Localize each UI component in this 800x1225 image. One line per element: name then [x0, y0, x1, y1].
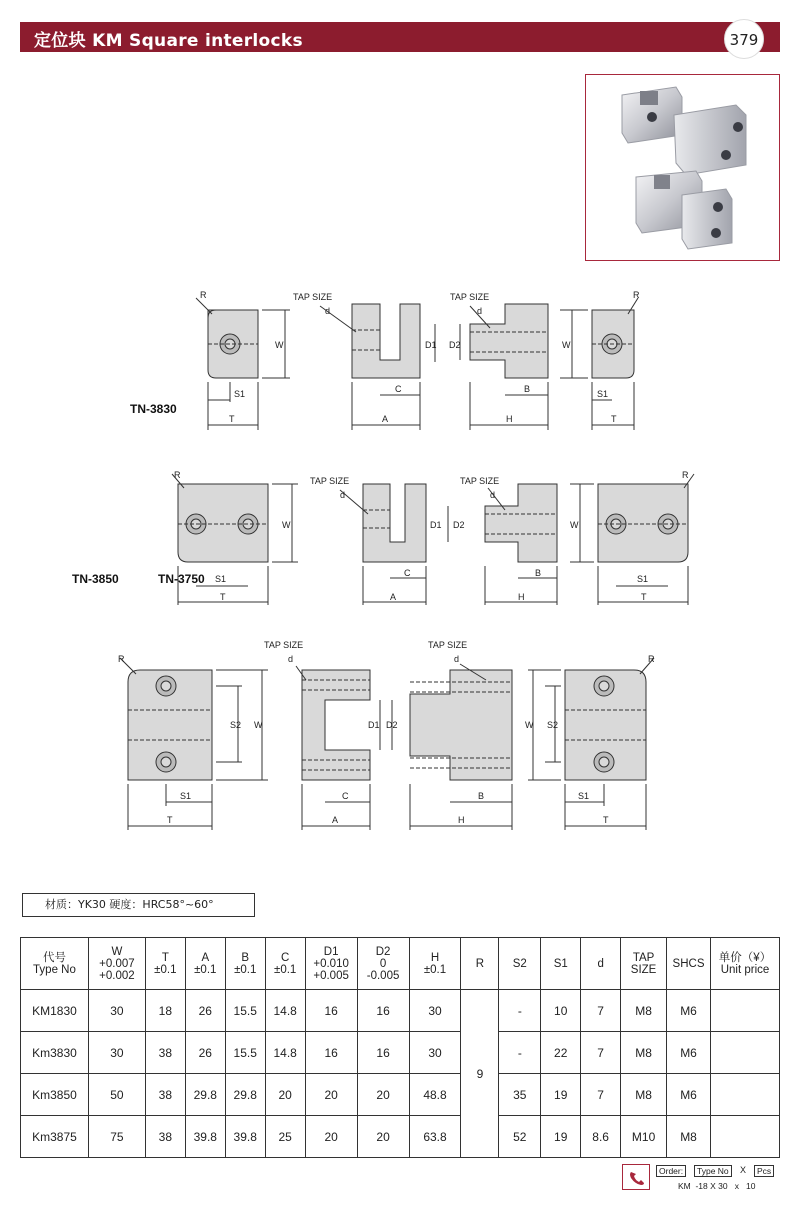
page-header: [20, 22, 780, 52]
table-row: [21, 1074, 780, 1116]
dim-d2: D2: [449, 340, 461, 350]
row3-right-view: [528, 658, 654, 830]
dim-t: T: [603, 815, 609, 825]
cell-s1: 22: [541, 1032, 581, 1074]
page-number-badge: 379: [724, 19, 764, 59]
product-photo: [585, 74, 780, 261]
phone-icon: [622, 1164, 650, 1190]
col-shcs: SHCS: [667, 938, 711, 990]
model-label-tn3850: TN-3850: [72, 572, 119, 586]
cell-d1: 20: [305, 1116, 357, 1158]
cell-shcs: M6: [667, 990, 711, 1032]
dim-d2: D2: [386, 720, 398, 730]
cell-a: 26: [185, 1032, 225, 1074]
order-type-no-label: Type No: [694, 1165, 732, 1177]
dim-d: d: [477, 306, 483, 316]
dim-s1: S1: [180, 791, 192, 801]
cell-d1: 16: [305, 1032, 357, 1074]
tap-size-label: TAP SIZE: [450, 292, 490, 302]
dim-c: C: [342, 791, 349, 801]
table-header-row: [21, 938, 780, 990]
cell-w: 30: [88, 990, 145, 1032]
row1-right-view: [560, 298, 638, 430]
cell-c: 14.8: [265, 990, 305, 1032]
cell-type: Km3830: [21, 1032, 89, 1074]
cell-s1: 19: [541, 1074, 581, 1116]
col-unit-price: 单价（¥） Unit price: [711, 938, 780, 990]
cell-type: Km3875: [21, 1116, 89, 1158]
cell-w: 50: [88, 1074, 145, 1116]
cell-price: [711, 1074, 780, 1116]
cell-b: 15.5: [225, 1032, 265, 1074]
dim-d: d: [325, 306, 331, 316]
dim-h: H: [506, 414, 513, 424]
dim-b: B: [478, 791, 485, 801]
col-d1: D1 +0.010 +0.005: [305, 938, 357, 990]
product-photo-image: [586, 75, 781, 262]
order-pcs-label: Pcs: [754, 1165, 774, 1177]
dim-t: T: [611, 414, 617, 424]
cell-shcs: M6: [667, 1074, 711, 1116]
dim-w: W: [282, 520, 291, 530]
cell-d2: 16: [357, 1032, 409, 1074]
dim-s1: S1: [215, 574, 227, 584]
cell-t: 38: [145, 1074, 185, 1116]
cell-shcs: M6: [667, 1032, 711, 1074]
dim-w: W: [254, 720, 263, 730]
tap-size-label: TAP SIZE: [310, 476, 350, 486]
col-w: W +0.007 +0.002: [88, 938, 145, 990]
dim-t: T: [229, 414, 235, 424]
cell-tap: M10: [621, 1116, 667, 1158]
material-note: 材质：YK30 硬度：HRC58°~60°: [22, 893, 255, 917]
dim-r: R: [200, 290, 207, 300]
dim-r: R: [174, 470, 181, 480]
col-h: H ±0.1: [409, 938, 461, 990]
model-label-tn3830: TN-3830: [130, 402, 177, 416]
col-s1: S1: [541, 938, 581, 990]
row3-left-view: [120, 658, 268, 830]
cell-d2: 20: [357, 1074, 409, 1116]
cell-d1: 20: [305, 1074, 357, 1116]
row2-front-view: [340, 484, 448, 605]
cell-shcs: M8: [667, 1116, 711, 1158]
cell-d2: 20: [357, 1116, 409, 1158]
row3-front-view: [296, 666, 380, 830]
cell-type: KM1830: [21, 990, 89, 1032]
dim-d2: D2: [453, 520, 465, 530]
col-a: A ±0.1: [185, 938, 225, 990]
dim-w: W: [275, 340, 284, 350]
dim-d: d: [454, 654, 460, 664]
dim-a: A: [332, 815, 339, 825]
cell-d: 8.6: [581, 1116, 621, 1158]
dim-h: H: [458, 815, 465, 825]
cell-s2: -: [499, 1032, 541, 1074]
tap-size-label: TAP SIZE: [293, 292, 333, 302]
dim-d: d: [288, 654, 294, 664]
order-x: X: [740, 1165, 747, 1175]
table-row: [21, 1116, 780, 1158]
cell-d: 7: [581, 990, 621, 1032]
page-title: 定位块 KM Square interlocks: [34, 31, 303, 51]
dim-r: R: [682, 470, 689, 480]
dim-t: T: [167, 815, 173, 825]
row1-front-view: [320, 304, 435, 430]
cell-s2: -: [499, 990, 541, 1032]
cell-s1: 10: [541, 990, 581, 1032]
dim-t: T: [641, 592, 647, 602]
drawing-canvas: [0, 270, 800, 845]
row1-left-view: [196, 298, 290, 430]
col-type-no: 代号 Type No: [21, 938, 89, 990]
dim-r: R: [118, 654, 125, 664]
model-label-tn3750: TN-3750: [158, 572, 205, 586]
cell-t: 38: [145, 1116, 185, 1158]
dim-s2: S2: [230, 720, 242, 730]
dim-d1: D1: [425, 340, 437, 350]
row3-side-view: [392, 664, 512, 830]
cell-s2: 52: [499, 1116, 541, 1158]
dim-w: W: [562, 340, 571, 350]
col-s2: S2: [499, 938, 541, 990]
cell-tap: M8: [621, 1074, 667, 1116]
tap-size-label: TAP SIZE: [428, 640, 468, 650]
table-row: [21, 1032, 780, 1074]
dim-d: d: [340, 490, 346, 500]
cell-d1: 16: [305, 990, 357, 1032]
cell-b: 29.8: [225, 1074, 265, 1116]
cell-w: 75: [88, 1116, 145, 1158]
cell-s1: 19: [541, 1116, 581, 1158]
dim-r: R: [648, 654, 655, 664]
dim-d: d: [490, 490, 496, 500]
cell-b: 39.8: [225, 1116, 265, 1158]
cell-price: [711, 1116, 780, 1158]
dim-c: C: [404, 568, 411, 578]
cell-h: 30: [409, 990, 461, 1032]
cell-c: 25: [265, 1116, 305, 1158]
cell-c: 14.8: [265, 1032, 305, 1074]
cell-t: 18: [145, 990, 185, 1032]
cell-a: 29.8: [185, 1074, 225, 1116]
dim-c: C: [395, 384, 402, 394]
row2-right-view: [570, 474, 694, 605]
col-d: d: [581, 938, 621, 990]
cell-tap: M8: [621, 1032, 667, 1074]
tap-size-label: TAP SIZE: [460, 476, 500, 486]
dim-h: H: [518, 592, 525, 602]
dim-s1: S1: [597, 389, 609, 399]
dim-w: W: [525, 720, 534, 730]
cell-h: 63.8: [409, 1116, 461, 1158]
cell-h: 48.8: [409, 1074, 461, 1116]
dim-s2: S2: [547, 720, 559, 730]
cell-type: Km3850: [21, 1074, 89, 1116]
order-example-text: KM -18 X 30 x 10: [678, 1181, 756, 1191]
cell-t: 38: [145, 1032, 185, 1074]
cell-b: 15.5: [225, 990, 265, 1032]
col-b: B ±0.1: [225, 938, 265, 990]
cell-d: 7: [581, 1032, 621, 1074]
technical-drawings: [0, 270, 800, 849]
dim-a: A: [382, 414, 389, 424]
col-c: C ±0.1: [265, 938, 305, 990]
table-row: [21, 990, 780, 1032]
cell-a: 26: [185, 990, 225, 1032]
dim-s1: S1: [637, 574, 649, 584]
row2-side-view: [485, 484, 557, 605]
dim-s1: S1: [578, 791, 590, 801]
cell-r-merged: 9: [461, 990, 499, 1158]
row1-side-view: [460, 304, 548, 430]
cell-tap: M8: [621, 990, 667, 1032]
spec-table: [20, 937, 780, 1158]
cell-h: 30: [409, 1032, 461, 1074]
cell-price: [711, 1032, 780, 1074]
cell-price: [711, 990, 780, 1032]
cell-s2: 35: [499, 1074, 541, 1116]
dim-a: A: [390, 592, 397, 602]
dim-d1: D1: [430, 520, 442, 530]
cell-w: 30: [88, 1032, 145, 1074]
col-r: R: [461, 938, 499, 990]
dim-b: B: [524, 384, 531, 394]
tap-size-label: TAP SIZE: [264, 640, 304, 650]
order-label: Order:: [656, 1165, 686, 1177]
cell-d2: 16: [357, 990, 409, 1032]
dim-w: W: [570, 520, 579, 530]
dim-r: R: [633, 290, 640, 300]
cell-a: 39.8: [185, 1116, 225, 1158]
col-t: T ±0.1: [145, 938, 185, 990]
dim-b: B: [535, 568, 542, 578]
cell-c: 20: [265, 1074, 305, 1116]
dim-d1: D1: [368, 720, 380, 730]
dim-s1: S1: [234, 389, 246, 399]
col-tap-size: TAP SIZE: [621, 938, 667, 990]
col-d2: D2 0 -0.005: [357, 938, 409, 990]
cell-d: 7: [581, 1074, 621, 1116]
order-example-box: [622, 1164, 782, 1194]
dim-t: T: [220, 592, 226, 602]
